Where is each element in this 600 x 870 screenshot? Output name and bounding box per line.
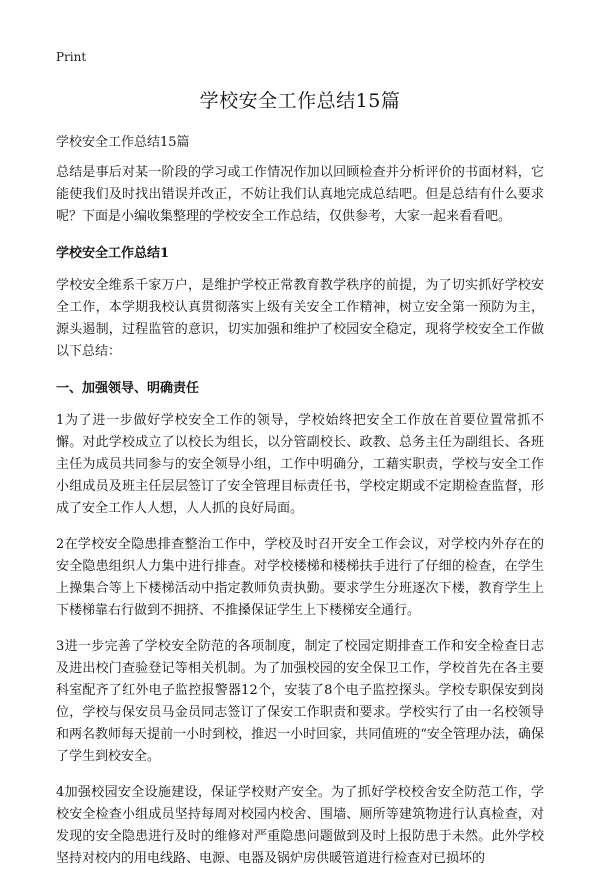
list-item: 1为了进一步做好学校安全工作的领导，学校始终把安全工作放在首要位置常抓不懈。对此学校成立了以校长为组长，以分管副校长、政教、总务主任为副组长、各班主任为成员共同参与的安全领导小组，工作中明确分，工藉实职责，学校与安全工作小组成员及班主任层层签订了安全管理目标责任书，学校定期或不定期检查监督，形成了安全工作人人想，人人抓的良好局面。: [56, 413, 544, 516]
section-heading: 学校安全工作总结1: [56, 246, 170, 261]
section-intro-paragraph: 学校安全维系千家万户，是维护学校正常教育教学秩序的前提，为了切实抓好学校安全工作，本学期我校认真贯彻落实上级有关安全工作精神，树立安全第一预防为主，源头遏制，过程监管的意识，切实加强和维护了校园安全稳定，现将学校安全工作做以下总结：: [56, 278, 544, 359]
list-item: 2在学校安全隐患排查整治工作中，学校及时召开安全工作会议，对学校内外存在的安全隐患组织人力集中进行排查。对学校楼梯和楼梯扶手进行了仔细的检查，在学生上操集合等上下楼梯活动中指定教师负责执勤。要求学生分班逐次下楼，教育学生上下楼梯靠右行做到不拥挤、不推搡保证学生上下楼梯安全通行。: [56, 537, 544, 618]
intro-paragraph: 总结是事后对某一阶段的学习或工作情况作加以回顾检查并分析评价的书面材料，它能使我们及时找出错误并改正，不妨让我们认真地完成总结吧。但是总结有什么要求呢？下面是小编收集整理的学校安全工作总结，仅供参考，大家一起来看看吧。: [56, 165, 544, 224]
list-item: 4加强校园安全设施建设，保证学校财产安全。为了抓好学校校舍安全防范工作，学校安全检查小组成员坚持每周对校园内校舍、围墙、厕所等建筑物进行认真检查，对发现的安全隐患进行及时的维修对严重隐患问题做到及时上报防患于未然。此外学校坚持对校内的用电线路、电源、电器及锅炉房供暖管道进行检查对已损坏的: [56, 785, 544, 866]
print-link[interactable]: Print: [56, 50, 87, 64]
subsection-heading: 一、加强领导、明确责任: [56, 381, 200, 396]
subtitle: 学校安全工作总结15篇: [56, 135, 190, 150]
page-title: 学校安全工作总结15篇: [199, 90, 401, 112]
list-item: 3进一步完善了学校安全防范的各项制度，制定了校园定期排查工作和安全检查日志及进出校门查验登记等相关机制。为了加强校园的安全保卫工作，学校首先在各主要科室配齐了红外电子监控报警器12个，安装了8个电子监控探头。学校专职保安到岗位，学校与保安员马金员同志签订了保安工作职责和要求。学校实行了由一名校领导和两名教师每天提前一小时到校，推迟一小时回家，共同值班的“安全管理办法，确保了学生到校安全。: [56, 639, 544, 764]
